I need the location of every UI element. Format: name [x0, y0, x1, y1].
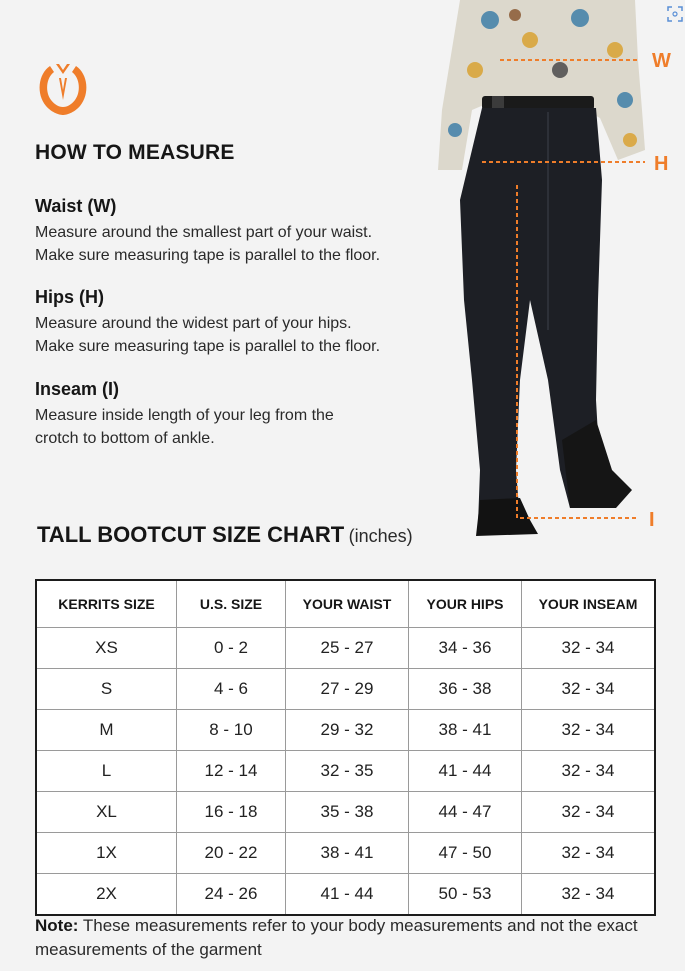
- cell-kerrits-size: 2X: [36, 874, 177, 916]
- size-chart-table: [35, 579, 656, 916]
- waist-label: Waist (W): [35, 196, 117, 216]
- cell-hips: 36 - 38: [409, 669, 522, 710]
- cell-waist: 29 - 32: [286, 710, 409, 751]
- cell-kerrits-size: 1X: [36, 833, 177, 874]
- footnote: [35, 914, 665, 962]
- inseam-line-1: Measure inside length of your leg from the: [35, 407, 334, 424]
- cell-hips: 38 - 41: [409, 710, 522, 751]
- expand-icon[interactable]: [667, 6, 683, 22]
- header-your-inseam: YOUR INSEAM: [522, 580, 656, 628]
- cell-kerrits-size: L: [36, 751, 177, 792]
- cell-waist: 38 - 41: [286, 833, 409, 874]
- cell-us-size: 8 - 10: [177, 710, 286, 751]
- hips-label: Hips (H): [35, 287, 104, 307]
- model-figure: [420, 0, 685, 560]
- inseam-line-2: crotch to bottom of ankle.: [35, 430, 215, 447]
- table-row: [36, 710, 655, 751]
- waist-marker: W: [652, 50, 671, 72]
- size-chart-title-text: TALL BOOTCUT SIZE CHART: [37, 522, 345, 547]
- note-text: These measurements refer to your body measurements and not the exact measurements of the garment: [35, 916, 638, 959]
- cell-kerrits-size: M: [36, 710, 177, 751]
- hips-line-2: Make sure measuring tape is parallel to the floor.: [35, 338, 381, 355]
- cell-waist: 41 - 44: [286, 874, 409, 916]
- cell-inseam: 32 - 34: [522, 628, 656, 669]
- cell-us-size: 12 - 14: [177, 751, 286, 792]
- cell-hips: 41 - 44: [409, 751, 522, 792]
- inseam-marker: I: [649, 509, 655, 531]
- cell-us-size: 16 - 18: [177, 792, 286, 833]
- cell-inseam: 32 - 34: [522, 710, 656, 751]
- cell-inseam: 32 - 34: [522, 751, 656, 792]
- cell-inseam: 32 - 34: [522, 833, 656, 874]
- horseshoe-logo-icon: [36, 60, 90, 116]
- cell-us-size: 24 - 26: [177, 874, 286, 916]
- table-header-row: [36, 580, 655, 628]
- cell-waist: 32 - 35: [286, 751, 409, 792]
- cell-hips: 34 - 36: [409, 628, 522, 669]
- inseam-label: Inseam (I): [35, 379, 120, 399]
- cell-kerrits-size: S: [36, 669, 177, 710]
- header-us-size: U.S. SIZE: [177, 580, 286, 628]
- table-row: [36, 628, 655, 669]
- cell-us-size: 0 - 2: [177, 628, 286, 669]
- cell-waist: 35 - 38: [286, 792, 409, 833]
- note-label: Note:: [35, 916, 79, 935]
- cell-inseam: 32 - 34: [522, 669, 656, 710]
- table-row: [36, 751, 655, 792]
- cell-kerrits-size: XS: [36, 628, 177, 669]
- waist-instructions: [35, 196, 435, 267]
- hips-line-1: Measure around the widest part of your hips.: [35, 315, 352, 332]
- size-chart-title: [37, 522, 413, 548]
- table-row: [36, 669, 655, 710]
- cell-hips: 50 - 53: [409, 874, 522, 916]
- hips-instructions: [35, 287, 435, 358]
- cell-us-size: 4 - 6: [177, 669, 286, 710]
- header-your-hips: YOUR HIPS: [409, 580, 522, 628]
- size-chart-unit: (inches): [348, 526, 413, 546]
- hips-marker: H: [654, 153, 669, 175]
- waist-line-2: Make sure measuring tape is parallel to the floor.: [35, 247, 381, 264]
- cell-waist: 27 - 29: [286, 669, 409, 710]
- cell-inseam: 32 - 34: [561, 884, 615, 903]
- inseam-instructions: [35, 379, 435, 450]
- header-kerrits-size: KERRITS SIZE: [36, 580, 177, 628]
- table-row: [36, 792, 655, 833]
- cell-waist: 25 - 27: [286, 628, 409, 669]
- cell-hips: 44 - 47: [409, 792, 522, 833]
- cell-inseam: 32 - 34: [522, 792, 656, 833]
- table-row: [36, 833, 655, 874]
- how-to-measure-heading: HOW TO MEASURE: [35, 141, 235, 164]
- header-your-waist: YOUR WAIST: [286, 580, 409, 628]
- cell-kerrits-size: XL: [36, 792, 177, 833]
- cell-us-size: 20 - 22: [177, 833, 286, 874]
- table-row: [36, 874, 655, 916]
- cell-hips: 47 - 50: [409, 833, 522, 874]
- waist-line-1: Measure around the smallest part of your waist.: [35, 224, 373, 241]
